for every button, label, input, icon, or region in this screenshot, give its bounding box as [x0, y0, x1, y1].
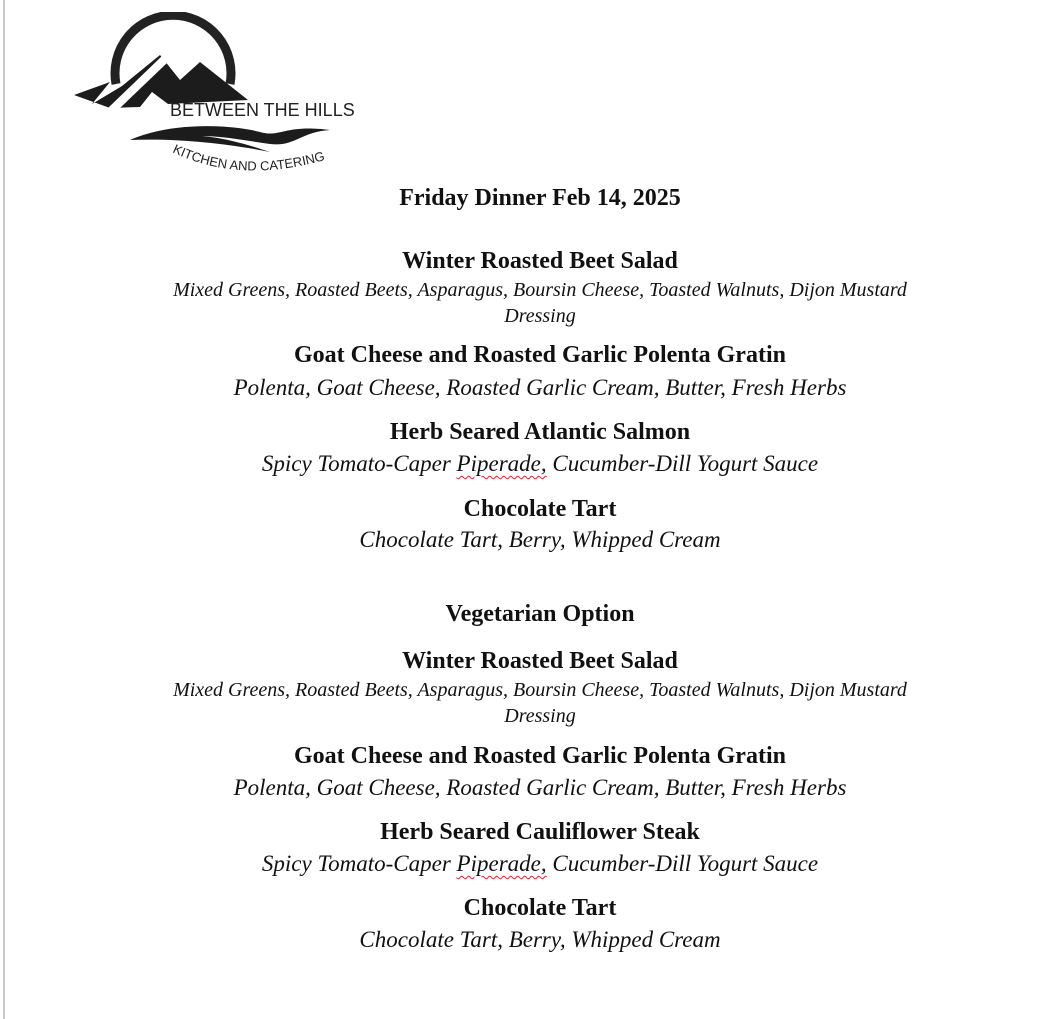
- dish-description: Mixed Greens, Roasted Beets, Asparagus, Boursin Cheese, Toasted Walnuts, Dijon Mustard Dressing: [173, 279, 907, 327]
- desc-text: Cucumber-Dill Yogurt Sauce: [546, 451, 819, 476]
- dish-name: Goat Cheese and Roasted Garlic Polenta Gratin: [294, 743, 786, 769]
- dish-name: Herb Seared Atlantic Salmon: [389, 419, 691, 445]
- dish-description: [100, 850, 980, 878]
- dish-name: Chocolate Tart: [463, 895, 617, 921]
- dish-description: Polenta, Goat Cheese, Roasted Garlic Cream, Butter, Fresh Herbs: [233, 775, 847, 800]
- dish-name: Chocolate Tart: [463, 496, 617, 522]
- page-edge: [3, 0, 5, 1019]
- dish-description: Polenta, Goat Cheese, Roasted Garlic Cream, Butter, Fresh Herbs: [233, 375, 847, 400]
- dish-description: Mixed Greens, Roasted Beets, Asparagus, Boursin Cheese, Toasted Walnuts, Dijon Mustard Dressing: [173, 679, 907, 727]
- dish-description: Chocolate Tart, Berry, Whipped Cream: [359, 527, 721, 552]
- logo-text-bottom: KITCHEN AND CATERING: [170, 141, 327, 174]
- logo-text-top: BETWEEN THE HILLS: [170, 100, 355, 120]
- between-the-hills-logo: [70, 12, 370, 182]
- dish-name: Goat Cheese and Roasted Garlic Polenta Gratin: [294, 342, 786, 368]
- dish-name: Winter Roasted Beet Salad: [402, 648, 678, 674]
- dish-description: Chocolate Tart, Berry, Whipped Cream: [359, 927, 721, 952]
- menu-title: Friday Dinner Feb 14, 2025: [399, 185, 681, 211]
- vegetarian-heading: Vegetarian Option: [445, 601, 635, 627]
- desc-text: Spicy Tomato-Caper: [261, 451, 457, 476]
- dish-description: [100, 450, 980, 478]
- desc-text: Spicy Tomato-Caper: [261, 851, 457, 876]
- spellcheck-flagged-word[interactable]: Piperade,: [456, 851, 547, 876]
- spellcheck-flagged-word[interactable]: Piperade,: [456, 451, 547, 476]
- dish-name: Winter Roasted Beet Salad: [402, 248, 678, 274]
- desc-text: Cucumber-Dill Yogurt Sauce: [546, 851, 819, 876]
- dish-name: Herb Seared Cauliflower Steak: [380, 819, 700, 845]
